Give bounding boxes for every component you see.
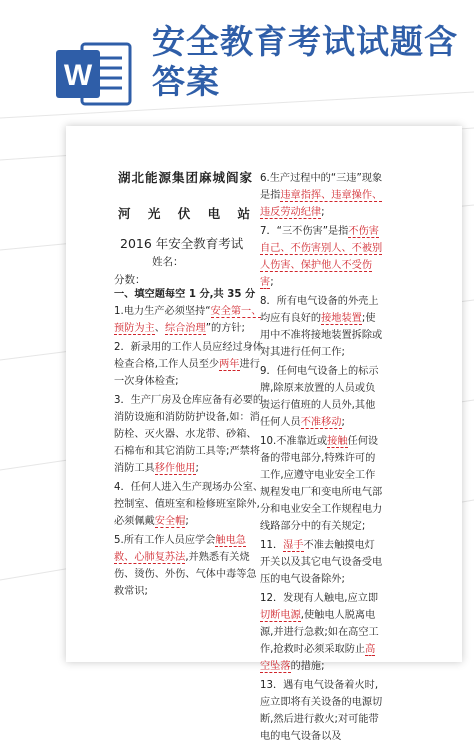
question-item — [260, 677, 384, 745]
question-item — [260, 537, 384, 588]
name-label: 姓名： — [152, 256, 184, 268]
question-text: 2．新录用的工作人员应经过身体检查合格,工作人员至少 — [114, 342, 264, 370]
answer-text: 不准移动 — [300, 417, 342, 428]
question-text: ; — [321, 207, 325, 218]
question-text: 13．遇有电气设备着火时,应立即将有关设备的电源切断,然后进行救火;对可能带电的电气设备以及 — [260, 680, 383, 742]
question-item — [260, 590, 384, 675]
question-item — [114, 479, 264, 530]
question-item — [114, 339, 264, 390]
section-heading: 一、填空题每空 1 分,共 35 分 — [114, 289, 256, 300]
question-text: 12．发现有人触电,应立即 — [260, 593, 379, 604]
question-item — [260, 170, 384, 221]
question-text: ; — [185, 516, 189, 527]
answer-text: 综合治理 — [164, 323, 206, 334]
question-text: 8．所有电气设备的外壳上均应有良好的 — [260, 296, 379, 324]
question-text: 进行一次身体检查; — [114, 359, 260, 387]
question-text: ;使用中不准将接地装置拆除或对其进行任何工作; — [260, 313, 383, 358]
answer-text: 切断电源 — [260, 610, 301, 621]
score-label: 分数： — [114, 274, 146, 286]
question-text: 3．生产厂房及仓库应备有必要的消防设施和消防防护设备,如：消防栓、灭火器、水龙带、砂箱、石棉布和其它消防工具等;严禁将消防工具 — [114, 395, 264, 474]
document-page — [66, 126, 462, 742]
question-text: 4．任何人进入生产现场办公室、控制室、值班室和检修班室除外,必须佩戴 — [114, 482, 264, 527]
question-text: 不准去触摸电灯开关以及其它电气设备受电压的电气设备除外; — [260, 540, 383, 585]
answer-text: 触电急救、心肺复苏法 — [114, 535, 246, 563]
answer-text: 移作他用 — [154, 463, 196, 474]
question-item — [114, 303, 264, 337]
answer-text: 湿手 — [283, 540, 304, 551]
question-text: ; — [341, 417, 345, 428]
question-text: 10.不准靠近或 — [260, 436, 328, 447]
question-text: ; — [270, 277, 274, 288]
answer-text: 接地装置 — [321, 313, 362, 324]
question-item — [260, 433, 384, 535]
question-text: 6.生产过程中的“三违”现象是指 — [260, 173, 383, 201]
question-item — [114, 392, 264, 477]
answer-text: 不伤害自己、不伤害别人、不被别人伤害、保护他人不受伤害 — [260, 226, 383, 288]
answer-text: 接触 — [327, 436, 348, 447]
question-text: 1.电力生产必须坚持“ — [114, 306, 211, 317]
right-column — [260, 170, 384, 747]
answer-text: 高空坠落 — [260, 644, 376, 672]
question-item — [114, 532, 264, 600]
left-column — [114, 286, 264, 602]
question-item — [260, 363, 384, 431]
question-text: ”的方针; — [205, 323, 245, 334]
question-text: 7．“三不伤害”是指 — [260, 226, 349, 237]
question-text: 11． — [260, 540, 284, 551]
question-text: 5.所有工作人员应学会 — [114, 535, 216, 546]
question-item — [260, 293, 384, 361]
question-text: ,使触电人脱离电源,并进行急救;如在高空工作,抢救时必须采取防止 — [260, 610, 379, 655]
answer-text: 两年 — [219, 359, 240, 370]
answer-text: 违章指挥、违章操作、违反劳动纪律 — [260, 190, 383, 218]
question-item — [260, 223, 384, 291]
question-text: 9．任何电气设备上的标示牌,除原来放置的人员或负责运行值班的人员外,其他任何人员 — [260, 366, 379, 428]
word-document-icon — [52, 38, 136, 110]
question-text: 、 — [154, 323, 165, 334]
word-icon-letter: W — [63, 59, 93, 92]
exam-title: 2016 年安全教育考试 — [120, 236, 244, 251]
answer-text: 安全帽 — [154, 516, 186, 527]
question-text: ,并熟悉有关烧伤、烫伤、外伤、气体中毒等急救常识; — [114, 552, 257, 597]
department-name: 河 光 伏 电 站 — [118, 206, 250, 221]
banner-title: 安全教育考试试题含答案 — [152, 22, 458, 101]
question-text: ; — [195, 463, 199, 474]
question-text: 任何设备的带电部分,特殊许可的工作,应遵守电业安全工作规程发电厂和变电所电气部分和电业安全工作规程电力线路部分中的有关规定; — [260, 436, 383, 532]
organization-name: 湖北能源集团麻城阎家 — [118, 170, 254, 185]
answer-text: 安全第一、预防为主 — [114, 306, 262, 334]
question-text: 的措施; — [290, 661, 325, 672]
